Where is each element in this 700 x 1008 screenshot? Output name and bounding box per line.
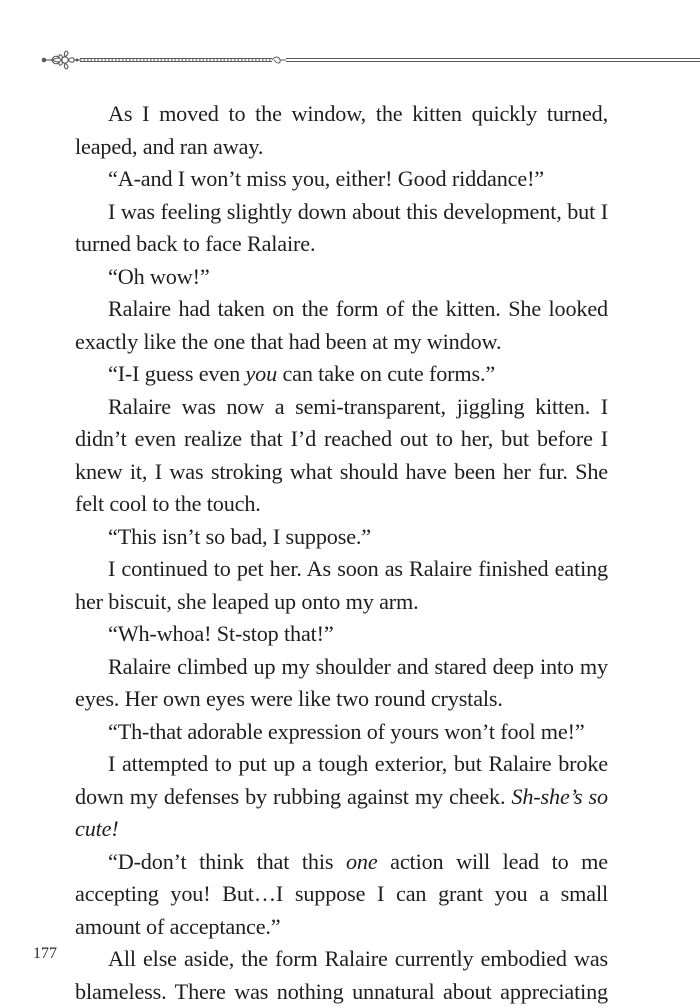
page-number: 177 [33, 945, 57, 962]
paragraph [75, 391, 608, 521]
paragraph [75, 521, 608, 554]
text-run: “Wh-whoa! St-stop that!” [108, 621, 334, 646]
text-run: “A-and I won’t miss you, either! Good riddance!” [108, 166, 545, 191]
text-run: “This isn’t so bad, I suppose.” [108, 523, 372, 549]
text-run: “Th-that adorable expression of yours won’t fool me!” [108, 718, 585, 744]
paragraph [75, 196, 608, 261]
paragraph [75, 748, 608, 846]
dotted-rule [80, 59, 272, 62]
paragraph [75, 943, 608, 1008]
book-page-text [75, 98, 608, 1008]
paragraph [75, 716, 608, 749]
text-run: I was feeling slightly down about this development, but I turned back to face Ralaire. [75, 198, 608, 256]
text-run: All else aside, the form Ralaire currently embodied was blameless. There was nothing unnatural about appreciating [75, 946, 608, 1004]
italic-text: one [345, 848, 378, 874]
paragraph [75, 553, 608, 618]
rule-knot-icon [272, 57, 286, 63]
text-run: I continued to pet her. As soon as Ralaire finished eating her biscuit, she leaped up onto my arm. [75, 556, 608, 614]
italic-text: Sh-she’s so cute! [75, 783, 608, 841]
paragraph [75, 651, 608, 716]
text-run: I attempted to put up a tough exterior, but Ralaire broke down my defenses by rubbing against my cheek. [75, 751, 608, 809]
text-run: Ralaire climbed up my shoulder and stared deep into my eyes. Her own eyes were like two round crystals. [75, 653, 608, 711]
text-run: “D-don’t think that this [108, 848, 346, 874]
text-run: Ralaire was now a semi-transparent, jiggling kitten. I didn’t even realize that I’d reached out to her, but before I knew it, I was stroking what should have been her fur. She felt cool to the touch. [75, 393, 608, 516]
text-run: “I-I guess even [108, 361, 246, 386]
double-rule [286, 59, 700, 62]
paragraph [75, 163, 608, 196]
paragraph [75, 358, 608, 391]
flower-ornament-icon [42, 51, 80, 69]
text-run: “Oh wow!” [108, 263, 210, 289]
paragraph [75, 261, 608, 294]
paragraph [75, 846, 608, 944]
text-run: Ralaire had taken on the form of the kitten. She looked exactly like the one that had been at my window. [75, 296, 608, 354]
text-run: can take on cute forms.” [277, 361, 496, 386]
italic-text: you [245, 361, 278, 386]
header-ornament [40, 46, 700, 72]
paragraph [75, 293, 608, 358]
text-run: action will lead to me accepting you! But…I suppose I can grant you a small amount of acceptance.” [75, 848, 608, 939]
text-run: As I moved to the window, the kitten quickly turned, leaped, and ran away. [75, 101, 608, 159]
paragraph [75, 618, 608, 651]
paragraph [75, 98, 608, 163]
